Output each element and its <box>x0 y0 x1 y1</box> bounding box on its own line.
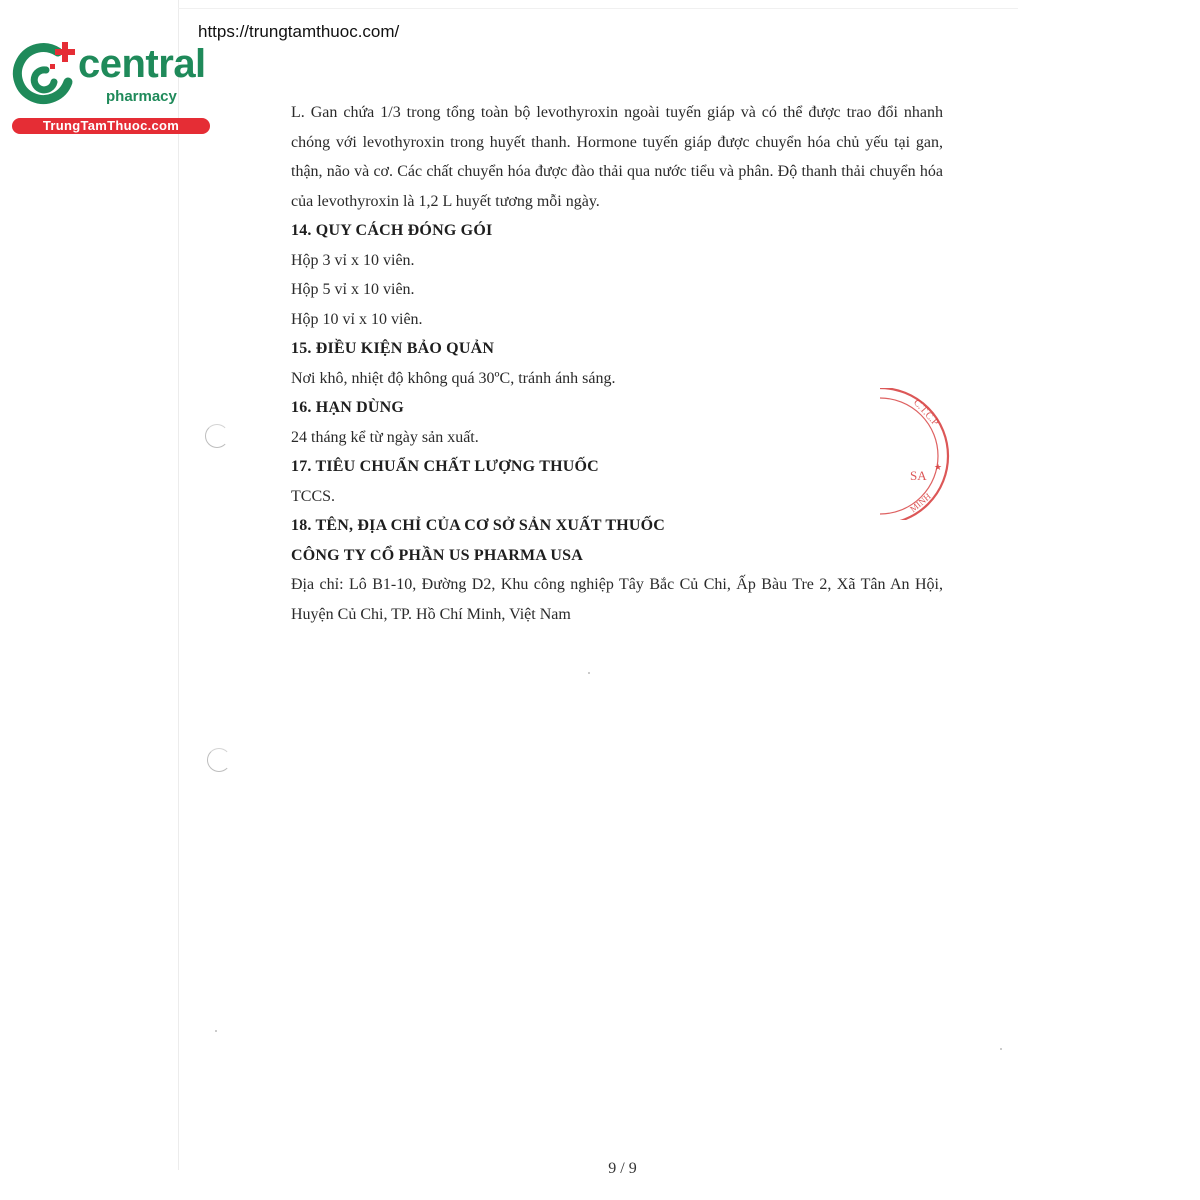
section-17-heading: 17. TIÊU CHUẨN CHẤT LƯỢNG THUỐC <box>291 458 599 475</box>
punch-hole-icon <box>207 748 231 772</box>
svg-text:★: ★ <box>934 462 943 472</box>
shelf-life-text: 24 tháng kể từ ngày sản xuất. <box>291 428 479 446</box>
manufacturer-address: Địa chỉ: Lô B1-10, Đường D2, Khu công nghiệp Tây Bắc Củ Chi, Ấp Bàu Tre 2, Xã Tân An Hội, Huyện Củ Chi, TP. Hồ Chí Minh, Việt Nam <box>291 576 943 623</box>
section-16-heading: 16. HẠN DÙNG <box>291 399 405 416</box>
svg-text:SA: SA <box>910 468 927 483</box>
section-18-heading: 18. TÊN, ĐỊA CHỈ CỦA CƠ SỞ SẢN XUẤT THUỐC <box>291 517 666 534</box>
page-number: 9 / 9 <box>608 1160 637 1177</box>
section-14-heading: 14. QUY CÁCH ĐÓNG GÓI <box>291 222 493 239</box>
company-seal-stamp <box>880 388 952 520</box>
page-top-edge <box>178 8 1018 9</box>
scan-speck <box>1000 1048 1002 1050</box>
quality-standard-text: TCCS. <box>291 487 336 505</box>
source-url[interactable]: https://trungtamthuoc.com/ <box>198 22 400 41</box>
storage-text: Nơi khô, nhiệt độ không quá 30ºC, tránh ánh sáng. <box>291 369 616 387</box>
section-15-heading: 15. ĐIỀU KIỆN BẢO QUẢN <box>291 340 495 357</box>
scan-speck <box>588 672 590 674</box>
packaging-line-1: Hộp 3 vỉ x 10 viên. <box>291 251 415 269</box>
logo-tagline: pharmacy <box>106 88 177 105</box>
punch-hole-icon <box>205 424 229 448</box>
logo-name: central <box>78 42 206 86</box>
scan-speck <box>215 1030 217 1032</box>
packaging-line-3: Hộp 10 vỉ x 10 viên. <box>291 310 423 328</box>
document-body <box>291 98 943 629</box>
logo-mark-icon <box>10 38 88 110</box>
pharmacokinetics-paragraph: L. Gan chứa 1/3 trong tổng toàn bộ levothyroxin ngoài tuyến giáp và có thể được trao đổi nhanh chóng với levothyroxin trong huyết thanh. Hormone tuyến giáp được chuyển hóa chủ yếu tại gan, thận, não và cơ. Các chất chuyển hóa được đào thải qua nước tiểu và phân. Độ thanh thải chuyển hóa của levothyroxin là 1,2 L huyết tương mỗi ngày. <box>291 104 943 210</box>
logo-site-bar[interactable]: TrungTamThuoc.com <box>12 118 210 134</box>
svg-text:C.T.C.P: C.T.C.P <box>911 397 941 429</box>
page-left-edge <box>178 0 179 1170</box>
svg-text:MINH: MINH <box>908 491 933 515</box>
packaging-line-2: Hộp 5 vỉ x 10 viên. <box>291 281 415 298</box>
manufacturer-name: CÔNG TY CỔ PHẦN US PHARMA USA <box>291 546 584 564</box>
